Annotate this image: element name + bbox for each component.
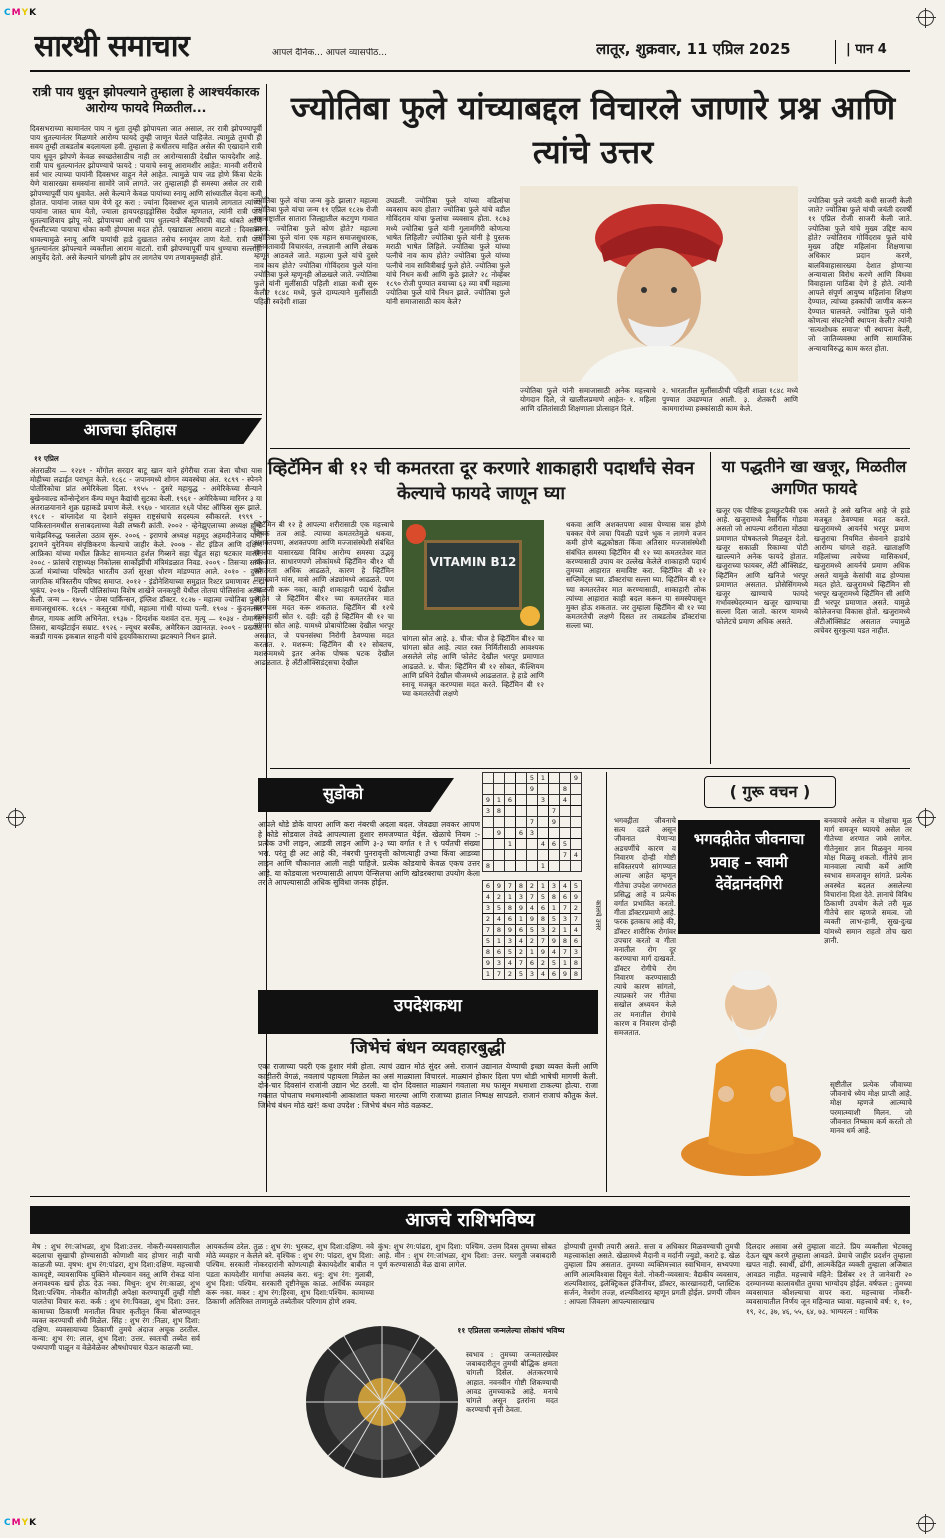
sudoku-cell: 5 [505,947,516,958]
dates-col-2: असते हे असे खनिज आहे जे हाडे मजबूत ठेवण्यास मदत करते. खजुरामध्ये आयर्नचे भरपूर प्रमाण खजुराचा नियमित सेवनाने हाडांचे आरोग्य चांगले राहते. खाताक्षणि महिलांच्या त्वचेच्या मासिकधर्म, खजुरामध्ये आयर्नचे प्रमाण अधिक असते यामुळे केसांची वाढ होण्यास मदत होते. खजुरामध्ये व्हिटॅमिन सी भरपूर खजूरामध्ये व्हिटॅमिन सी आणि डी भरपूर प्रमाणात असते. यामुळे कोलेजनचा विकास होतो. खजुरामध्ये अँटीऑक्सिडंट असतात ज्यामुळे त्वचेवर सुरकुत्या पडत नाहीत. [814,506,910,635]
sudoku-cell: 7 [560,903,571,914]
sudoku-cell: 3 [516,892,527,903]
sudoku-cell: 6 [549,839,560,850]
guru-col-2: बनवायचे असेल व मोक्षाचा मूळ मार्ग समजून घ्यायचे असेल तर गीतेच्या शरणात जावे लागेल. गीतेनुसार ज्ञान मिळवून मानव मोक्ष मिळवू शकतो. गीतेचे ज्ञान मानवाला त्याची कर्मे आणि स्वभाव समजावून सांगते. प्रत्येक अवस्थेत बदलत असलेल्या विचारांना दिशा देते. ज्ञानाचे विविध ठिकाणी उपयोग केले तरी मूळ गीतेचे सार म्हणजे समत्व. जो व्यक्ती लाभ-हानी, सुख-दुःख यांमध्ये समान राहतो तोच खरा ज्ञानी. [824,816,912,945]
registration-mark-left [8,810,24,826]
sudoku-cell: 4 [538,969,549,980]
sudoku-cell: 8 [560,936,571,947]
sudoku-cell: 9 [571,892,582,903]
sudoku-cell: 1 [527,947,538,958]
sudoku-solution [482,880,594,984]
story-title: जिभेचं बंधन व्यवहारबुद्धी [350,1038,506,1058]
sudoku-cell: 5 [494,903,505,914]
sudoku-cell [527,850,538,861]
cmyk-mark-bottom: CMYK [4,1518,38,1528]
sudoku-cell: 3 [571,947,582,958]
zodiac-wheel-svg [302,1322,462,1482]
vitamin-right-rule [710,452,711,764]
phule-portrait-svg [520,186,798,382]
sudoku-cell: 8 [483,861,494,872]
vitamin-headline: व्हिटॅमिन बी १२ ची कमतरता दूर करणारे शाकाहारी पदार्थांचे सेवन केल्याचे फायदे जाणून घ्या [267,458,695,505]
sudoku-cell [560,828,571,839]
sudoku-cell: 9 [549,817,560,828]
sudoku-cell: 8 [549,892,560,903]
horoscope-col-3: कुंभ: शुभ रंग:पांढरा, शुभ दिशा: पश्चिम. उत्तम दिवस तुमच्या सोबत आहे. मीन : शुभ रंग:जांभळा, शुभ दिशा: उत्तर. घरगुती जबाबदारी पूर्ण करण्यासाठी वेळ द्यावा लागेल. [378,1242,556,1270]
phule-col-2: उघडली. ज्योतिबा फुले यांच्या वडिलांचा व्यवसाय काय होता? ज्योतिबा फुले यांचे वडील गोविंदराव यांचा फुलांचा व्यवसाय होता. १८७३ मध्ये ज्योतिबा फुले यांनी गुलामगिरी कोणत्या भाषेत लिहिली? ज्योतिबा फुले यांनी हे पुस्तक मराठी भाषेत लिहिले. ज्योतिबा फुले यांच्या पत्नीचे नाव काय होते? ज्योतिबा फुले यांच्या पत्नीचे नाव सावित्रीबाई फुले होते. ज्योतिबा फुले यांचे निधन कधी आणि कुठे झाले? २८ नोव्हेंबर १८९० रोजी पुण्यात वयाच्या ६३ व्या वर्षी महात्मा ज्योतिबा फुले यांचे निधन झाले. ज्योतिबा फुले यांनी समाजासाठी काय केले? [386,196,510,307]
sudoku-cell: 4 [538,839,549,850]
guru-title-box: भगवद्गीतेत जीवनाचा प्रवाह – स्वामी देवेंद्रानंदगिरी [678,820,820,934]
history-heading: आजचा इतिहास [83,420,177,439]
sudoku-cell: 6 [549,969,560,980]
sudoku-row [483,839,582,850]
sudoku-cell [571,795,582,806]
guru-illustration [676,944,826,1184]
sudoku-cell [527,806,538,817]
sudoku-cell: 7 [560,850,571,861]
registration-mark-top-right [918,10,934,26]
registration-mark-bottom-right [918,1516,934,1532]
sudoku-row [483,914,582,925]
sudoku-cell: 4 [571,925,582,936]
sudoku-cell: 1 [505,839,516,850]
zodiac-wheel [302,1322,462,1482]
sudoku-cell: 1 [560,958,571,969]
sudoku-cell: 1 [483,969,494,980]
sudoku-cell [505,806,516,817]
sudoku-cell: 4 [494,914,505,925]
sudoku-cell: 1 [516,914,527,925]
sudoku-cell: 8 [571,969,582,980]
sudoku-cell: 3 [560,914,571,925]
sudoku-cell: 4 [516,936,527,947]
story-body: एका राजाच्या पदरी एक हुशार मंत्री होता. त्याचं उद्यान मोठं सुंदर असे. राजानं उद्यानात येण्याची इच्छा व्यक्त केली आणि काहीतरी वेगळं, नवलाचं पहायला मिळेल का असं माळ्याला विचारलं. माळ्यानं होकार दिला पण थोडी भाषेची मागणी केली. दोन-चार दिवसांनं राजांनी उद्यान भेट ठरली. या दोन दिवसात माळ्यानं गवताला मध फासून मधमाशा टाकल्या होत्या. राजा गवतात पोचताच मधमाश्यांनी आकाशात चकरा मारल्या आणि राजाच्या हातात निष्पक्ष सापडले. राजानं राजाचं कौतुक केलं. जिभेचं बंधन मोठं खरं! कथा उपदेश : जिभेचं बंधन मोठं वळकट. [258,1062,598,1110]
vitamin-col-2: चांगला स्रोत आहे. ३. चीज: चीज हे व्हिटॅमिन बी१२ चा चांगला स्रोत आहे. त्यात रक्त निर्मितीसाठी आवश्यक असलेले लोह आणि फोलेट देखील भरपूर प्रमाणात आढळते. ४. चीज: व्हिटॅमिन बी १२ सोबत, कॅल्शियम आणि प्रथिने देखील चीजमध्ये आढळतात. हे हाडे आणि स्नायू मजबूत करण्यास मदत करते. व्हिटॅमिन बी १२ च्या कमतरतेची लक्षणे [402,634,544,699]
sudoku-cell: 8 [560,784,571,795]
vitamin-col-3: थकवा आणि अशक्तपणा श्वास घेण्यास त्रास होणे चक्कर येणे त्वचा पिवळी पडणे भूक न लागणे वजन कमी होणे बद्धकोष्ठता किंवा अतिसार मज्जासंस्थेशी संबंधित समस्या व्हिटॅमिन बी १२ च्या कमतरतेवर मात करण्यासाठी उपाय वर उल्लेख केलेले शाकाहारी पदार्थ तुमच्या आहारात समाविष्ट करा. व्हिटॅमिन बी १२ सप्लिमेंट्स घ्या. डॉक्टरांचा सल्ला घ्या. व्हिटॅमिन बी १२ च्या कमतरतेवर मात करण्यासाठी, शाकाहारी लोक त्यांच्या आहारात काही बदल करून या समस्येपासून मुक्त होऊ शकतात. जर तुम्हाला व्हिटॅमिन बी १२ च्या कमतरतेची लक्षणे दिसत तर ताबडतोब डॉक्टरांचा सल्ला घ्या. [566,520,706,631]
sudoku-cell: 9 [527,784,538,795]
feet-article-body: दिवसभराच्या कामानंतर पाय न धुता तुम्ही झोपायला जात असाल, तर रात्री झोपण्यापूर्वी पाय धुतल्यानंतर मिळणारे आरोग्य फायदे तुम्ही जाणून घेतले पाहिजेत. त्यामुळे तुमची ही सवय तुम्ही ताबडतोब बदलायला हवी. तुम्हाला हे कधीतरच माहित असेल की एखादाने रात्री पाय धुवून झोपणे केवळ स्वच्छतेसाठीच नाही तर आरोग्यासाठी देखील फायदेशीर आहे. रात्री पाय धुतल्यानंतर झोपण्याचे फायदे : पायाचे स्नायू आरामशीर आहेत: मानवी शरीराचे सर्व भार त्याच्या पायांनी दिवसभर वाहून नेले आहेत. त्यामुळे पाय जड होणे किंवा घेटके येणे यासारख्या समस्यांना सामोरे जावे लागते. जर तुम्हालाही ही समस्या असेल तर रात्री झोपण्यापूर्वी पाय धुवावेत. असे केल्याने केवळ पायांच्या स्नायू आणि सांध्यातील वेदना कमी होतात. पायांना जास्त घाम येणे दूर करा : ज्यांना दिवसभर शूज घालावे लागतात त्यांच्या पायांना जास्त घाम येतो, ज्याला हायपरहाइड्रोसिस देखील म्हणतात, त्यांनी रात्री पाय धुतल्याशिवाय झोपू नये. झोपायच्या आधी पाय धुतल्याने बॅक्टेरियाची वाढ थांबते आणि ऍथलीटच्या पायाचा धोका कमी होण्यास मदत होते. एखाद्याला आराम वाटतो : दिवसभर धावल्यामुळे स्नायू आणि पायांची हाडे दुखतात तसेच स्नायूंवर ताण येतो. रात्री पाय धुतल्यानंतर झोपल्याने व्यक्तीला आराम वाटतो. रात्री झोपण्यापूर्वी पाय धुण्याचा सल्लाही आयुर्वेद देतो. असे केल्याने चांगली झोप तर लागतेच पण तणावमुक्तही होते. [30,124,262,263]
sudoku-cell: 2 [483,914,494,925]
guru-col-1: भगवद्गीता जीवनाचे सत्य दडले असून जीवनात येणाऱ्या अडचणींचे कारण व निवारण दोन्ही गोष्टी सविस्तरपणे सांगण्यात आल्या आहेत म्हणून गीतेचा उपदेश जगभरात प्रसिद्ध आहे व प्रत्येक वर्गात प्रभावित करतो. गीता डॉक्टरप्रमाणे आहे. फरक इतकाच आहे की, डॉक्टर शारीरिक रोगांवर उपचार करतो व गीता मनातील रोग दूर करण्याचा मार्ग दाखवते. डॉक्टर रोगीचे रोग निवारण करण्यासाठी त्याचे कारण सांगतो, त्याप्रकारे जर गीतेचा सखोल अध्ययन केले तर मनातील रोगांचे कारण व निवारण दोन्ही समजतात. [614,816,676,1038]
masthead-tagline: आपलं दैनिक... आपलं व्यासपीठ... [272,48,387,58]
sudoku-cell: 5 [560,839,571,850]
phule-caption-1: ज्योतिबा फुले यांनी समाजासाठी अनेक महत्त्वाचे योगदान दिले, जे खालीलप्रमाणे आहेत- १. महिला आणि दलितांसाठी शिक्षणाला प्रोत्साहन दिले. [520,386,656,414]
sudoku-row [483,892,582,903]
sudoku-cell: 4 [505,958,516,969]
sudoku-cell: 3 [527,828,538,839]
sudoku-cell: 4 [549,947,560,958]
horoscope-col-2: आयकर्तव्य ठरेल. तुळ : शुभ रंग: भुरकट, शुभ दिशा:दक्षिण. नवे मोठे व्यवहार न केलेले बरे. वृश्चिक : शुभ रंग: पांढरा, शुभ दिशा: पश्चिम. सरकारी नोकरदारांनी कोणत्याही बेकायदेशीर बाबीत न पडता कायदेशीर मार्गाचा अवलंब करा. धनु: शुभ रंग: गुलाबी, शुभ दिशा: पश्चिम. सरकारी दृष्टीनेचूक काळ. आर्थिक व्यवहार करू नका. मकर : शुभ रंग:हिरवा, शुभ दिशा:पश्चिम. कामाच्या ठिकाणी अतिरिक्त ताणामुळे तब्येतीवर परिणाम होणे शक्य. [206,1242,374,1307]
sudoku-cell [505,784,516,795]
sudoku-cell: 2 [549,925,560,936]
sudoku-cell [527,861,538,872]
horoscope-col-4: होण्याची तुमची तयारी असते. सत्ता व अधिकार मिळवण्याची तुमची महत्त्वाकांक्षा असते. खेळामध्ये मैदानी व मर्दानी ज्युडो, कराटे इ. खेळ तुम्हाला प्रिय असतात. तुमच्या व्यक्तिमत्त्वात स्वाभिमान, सभ्यपणा आणि आत्मविश्वास दिसून येतो. नोकरी-व्यवसाय: वैद्यकीय व्यवसाय, शल्यविशारद, इलेक्ट्रिकल इंजिनीयर, डॉक्टर, कारखानदारी, प्लास्टिक सर्जन, नेत्ररोग तज्ज्ञ, शल्यविशारद म्हणून प्रगती होईल. प्रणयी जीवन : आपला जिवलग आपल्यासारखाच [564,1242,740,1307]
sudoku-cell [516,795,527,806]
sudoku-cell [494,784,505,795]
sudoku-cell [516,806,527,817]
sudoku-cell: 9 [527,914,538,925]
birthday-heading: ११ एप्रिलला जन्मलेल्या लोकांचं भविष्य [457,1326,565,1335]
horoscope-col-5: दिलदार असावा असे तुम्हाला वाटते. प्रिय व्यक्तीला भेटवस्तू देऊन खूष करणे तुम्हाला आवडते. प्रेमाचे जाहीर प्रदर्शन तुम्हाला खपत नाही. स्वार्थी, ढोंगी, आत्मकेंद्रित व्यक्ती तुम्हाला अजिबात आवडत नाहीत. महत्त्वाचे महिने: डिसेंबर २१ ते जानेवारी २० दरम्यानच्या कालावधीत तुमचा भाग्योदय होईल. वर्षफल : तुमच्या व्यवसायात कौशल्याचा वापर करा. महत्त्वाचा नोकरी-व्यवसायातील निर्णय जून महिन्यात घ्यावा. महत्त्वाचे वर्ष: १, १०, १९, २८, ३७, ४६, ५५, ६४, ७३. भाग्यरत्न : माणिक [746,1242,912,1316]
sudoku-cell: 2 [505,969,516,980]
sudoku-cell: 4 [560,881,571,892]
sudoku-cell: 5 [483,936,494,947]
sudoku-instructions: आपले थोडे डोके वापरा आणि करा नंबरची अदला बदल. जेवढ्या लवकर आपण हे कोडे सोडवाल तेवढे आपल्याला हुशार समजण्यात येईल. खेळाचे नियम :- प्रत्येक उभी लाइन, आडवी लाइन आणि ३-३ च्या वर्गात १ ते ९ पर्यंतची संख्या भरा. परंतु ही अट आहे की, नंबरची पुनरावृत्ती कोणत्याही उभ्या किंवा आडव्या लाइन आणि चौकानात आली नाही पाहिजे. प्रत्येक कोडयाचे केवळ एकच उत्तर आहे. या कोडयाला भरण्यासाठी आपण पेन्सिलचा आणि खोडरबराचा उपयोग केला तर ते आपल्यासाठी अधिक सुविधा जनक होईल. [258,820,480,888]
sudoku-cell [549,795,560,806]
sudoku-cell [571,861,582,872]
sudoku-cell [571,817,582,828]
sudoku-cell [549,784,560,795]
sudoku-cell: 5 [571,881,582,892]
sudoku-cell: 7 [505,881,516,892]
feet-article-headline: रात्री पाय धुवून झोपल्याने तुम्हाला हे आश्चर्यकारक आरोग्य फायदे मिळतील... [32,84,260,115]
sudoku-cell: 5 [549,958,560,969]
sudoku-cell [505,817,516,828]
sudoku-cell: 7 [527,892,538,903]
sudoku-cell [505,828,516,839]
sudoku-cell: 8 [571,958,582,969]
vitamin-col-1: व्हिटॅमिन बी १२ हे आपल्या शरीरासाठी एक महत्त्वाचे पोषक तत्व आहे. त्याच्या कमतरतेमुळे थकवा, अशक्तपणा, अशक्तपणा आणि मज्जासंस्थेशी संबंधित समस्या यासारख्या विविध आरोग्य समस्या उद्भवू शकतात. साधारणपणे लोकांमध्ये व्हिटॅमिन बी१२ ची कमतरता अधिक आढळते, कारण हे व्हिटॅमिन प्रामुख्याने मांस, मासे आणि अंड्यांमध्ये आढळते. पण काळजी करू नका, काही शाकाहारी पदार्थ देखील आहेत जे व्हिटॅमिन बी१२ च्या कमतरतेवर मात करण्यास मदत करू शकतात. व्हिटॅमिन बी १२चे शाकाहारी स्रोत १. दही: दही हे व्हिटॅमिन बी १२ चा चांगला स्रोत आहे. यामध्ये प्रोबायोटिक्स देखील भरपूर असतात, जे पचनसंस्था निरोगी ठेवण्यास मदत करतात. २. मशरूम: व्हिटॅमिन बी १२ सोबतच, मशरूममध्ये इतर अनेक पोषक घटक देखील आढळतात. हे अँटीऑक्सिडंट्सचा देखील [254,520,394,668]
sudoku-cell: 2 [571,903,582,914]
sudoku-cell: 5 [527,925,538,936]
masthead-divider [835,40,836,64]
sudoku-row [483,903,582,914]
phule-caption-2: २. भारतातील मुलींसाठीची पहिली शाळा १८४८ मध्ये पुण्यात उघडण्यात आली. ३. शेतकरी आणि कामगारांच्या हक्कांसाठी काम केले. [662,386,798,414]
dateline: लातूर, शुक्रवार, 11 एप्रिल 2025 [596,40,791,58]
guru-footer: सृष्टीतील प्रत्येक जीवाच्या जीवनाचे ध्येय मोक्ष प्राप्ती आहे. मोक्ष म्हणजे आत्म्याचे परमात्म्याशी मिलन. जो जीवनात निष्काम कर्म करतो तो मानव धर्म आहे. [830,1080,912,1136]
sudoku-row [483,969,582,980]
sudoku-cell: 8 [516,881,527,892]
sudoku-row [483,806,582,817]
sudoku-cell: 8 [538,914,549,925]
sudoku-cell [538,784,549,795]
sudoku-side-label: कालचे उत्तर [594,900,602,931]
sudoku-row [483,817,582,828]
sudoku-cell [494,850,505,861]
sudoku-row [483,784,582,795]
sudoku-cell: 8 [505,903,516,914]
sudoku-cell [538,806,549,817]
sudoku-cell: 1 [538,881,549,892]
sudoku-cell: 7 [549,806,560,817]
sudoku-cell: 6 [516,828,527,839]
sudoku-cell [549,850,560,861]
dates-col-1: खजूर एक पौष्टिक ड्रायफ्रुटपैकी एक आहे. खजुरामध्ये नैसर्गिक गोडवा असतो जो आपल्या शरीराला मोठ्या प्रमाणात पोषकतत्त्वे मिळवून देतो. खजूर सकाळी रिकाम्या पोटी खाल्ल्याने अनेक फायदे होतात. खजुराच्या फायबर, अँटी ऑक्सिडंट, व्हिटॅमिन आणि खनिजे भरपूर प्रमाणात असतात. प्रोसेसिंगमध्ये खजूर खाण्याचे फायदे गर्भावस्थेदरम्यान खजूर खाण्याचा सल्ला दिला जातो. कारण यामध्ये फोलेटचे प्रमाण अधिक असते. [716,506,808,626]
sudoku-row [483,861,582,872]
sudoku-cell: 9 [505,925,516,936]
vitamin-image [402,520,544,630]
sudoku-cell: 7 [516,958,527,969]
history-date: ११ एप्रिल [34,454,59,463]
horoscope-col-2b [206,1330,298,1510]
sudoku-cell: 1 [505,892,516,903]
sudoku-cell [516,817,527,828]
sudoku-row [483,936,582,947]
sudoku-puzzle-grid [482,772,582,872]
sudoku-cell [516,784,527,795]
sudoku-cell: 9 [494,828,505,839]
sudoku-cell: 7 [560,947,571,958]
sudoku-cell: 6 [538,903,549,914]
sudoku-cell: 5 [538,892,549,903]
page-number: | पान 4 [846,42,887,57]
sudoku-cell: 6 [505,795,516,806]
phule-portrait [520,186,798,382]
sudoku-cell: 5 [549,914,560,925]
swami-figure-svg [676,944,826,1184]
sudoku-cell [516,839,527,850]
sudoku-cell: 6 [516,925,527,936]
sudoku-cell: 7 [527,817,538,828]
sudoku-solution-grid [482,880,582,980]
sudoku-cell: 3 [549,881,560,892]
sudoku-cell [527,795,538,806]
sudoku-cell: 6 [571,936,582,947]
sudoku-cell: 3 [527,969,538,980]
sudoku-cell: 2 [494,892,505,903]
sudoku-cell: 4 [571,850,582,861]
sudoku-cell [549,773,560,784]
cmyk-mark-top: CMYK [4,8,38,18]
sudoku-cell [571,828,582,839]
sudoku-row [483,947,582,958]
sudoku-heading: सुडोको [323,784,363,803]
sudoku-cell [494,839,505,850]
sudoku-cell: 7 [494,969,505,980]
masthead-title: सारथी समाचार [34,29,189,64]
sudoku-cell [571,806,582,817]
sudoku-cell: 1 [538,773,549,784]
sudoku-cell [505,773,516,784]
sudoku-cell: 2 [538,958,549,969]
sudoku-cell: 2 [516,947,527,958]
sudoku-row [483,828,582,839]
sudoku-cell: 5 [516,969,527,980]
story-heading: उपदेशकथा [394,996,462,1016]
sudoku-cell: 3 [538,925,549,936]
sudoku-cell [527,839,538,850]
sudoku-row [483,850,582,861]
masthead-rule [30,70,910,72]
sudoku-cell [538,850,549,861]
sudoku-cell: 1 [494,795,505,806]
registration-mark-right [918,810,934,826]
sudoku-cell [571,784,582,795]
sudoku-cell: 9 [560,969,571,980]
sudoku-cell [538,817,549,828]
sudoku-cell: 3 [494,958,505,969]
sudoku-cell: 9 [516,903,527,914]
sudoku-cell: 1 [549,903,560,914]
sudoku-puzzle [482,772,594,876]
guru-col-1b [614,1080,676,1188]
sudoku-cell: 3 [505,936,516,947]
sudoku-cell: 1 [538,861,549,872]
sudoku-cell: 9 [549,936,560,947]
sudoku-cell [538,828,549,839]
sudoku-cell [483,784,494,795]
sudoku-cell [505,861,516,872]
sudoku-cell: 6 [494,947,505,958]
sudoku-row [483,795,582,806]
sudoku-cell [560,773,571,784]
guru-left-rule [606,772,607,1192]
sudoku-cell: 6 [527,958,538,969]
birthday-body: स्वभाव : तुमच्या जन्मतारखेवर जबाबदारीतून तुमची बौद्धिक क्षमता चांगली दिसेल. अंतःकरणाचे आहात. नवनवीन गोष्टी शिकण्याची आवड तुमच्याकडे आहे. मनाचे चांगले असून इतरांना मदत करण्याची वृत्ती ठेवता. [466,1350,558,1415]
sudoku-row [483,773,582,784]
sudoku-cell: 4 [527,903,538,914]
sudoku-cell: 6 [505,914,516,925]
sudoku-cell [483,773,494,784]
middle-rule [270,768,910,769]
sudoku-cell [516,861,527,872]
sudoku-cell [483,850,494,861]
phule-bottom-rule [270,448,910,449]
history-body: अंतराळीय — १२४१ - मोंगोल सरदार बाटू खान याने हंगेरीचा राजा बेला चौथा यास मोहीच्या लढाईत पराभूत केले. १८६८ - जपानमध्ये शोगन व्यवस्थेचा अंत. १८९९ - स्पेनने पोर्तोरिकोचा प्रांत अमेरिकेला दिला. १९५५ - दुसरे महायुद्ध - अमेरिकेच्या सैन्याने बुखेनवाल्ड कॉन्सेन्ट्रेशन कॅम्प मधून कैद्यांची सुटका केली. १९६१ - अमेरिकेच्या मारिनर ३ या अंतराळयानाने शुक्र ग्रहाकडे प्रयाण केले. १९६७ - भारतात १६वे पोस्ट ऑफिस सुरू झाले. १९८१ - बांग्लादेश या देशाने संयुक्त राष्ट्रसंघाचे सदस्यत्व स्वीकारले. १९९९ - पाकिस्तानमधील सत्ताबदलाच्या वेळी लष्करी क्रांती. २००२ - व्हेनेझुएलाच्या अध्यक्ष ह्युगो चावेझविरुद्ध फसलेला उठाव सुरू. २००६ - इराणचे अध्यक्ष महमूद अहमदीनेजाद यांनी इराणने युरेनियम संपृष्ठिकरण केल्याचे जाहीर केले. २००७ - सेंट इंडिज आणि दक्षिण आफ्रिका यांच्या मधील क्रिकेट सामन्यात हर्शल गिब्सने सहा चेंडूत सहा षटकार मारले. २००८ - फ्रांसचे राष्ट्राध्यक्ष निकोलस सार्कोझींची मंत्रिमंडळात निवड. २००९ - तिसऱ्या सार्क ऊर्जा मंत्र्यांच्या परिषदेत भारतीय उर्जा सुरक्षा धोरण मांडण्यात आले. २०१० - दुसरे जागतिक मंत्रिस्तरीय परिषद समाप्त. २०१२ - इंडोनेशियाच्या समुद्रात रिश्टर प्रमाणावर ८.६ भूकंप. २०१७ - दिल्ली पोलिसांच्या विशेष शाखेने जनकपुरी येथील तोतया पोलिसांना अटक केली. जन्म — १७५५ - जेम्स पार्किन्सन, इंग्लिश डॉक्टर. १८२७ - महात्मा ज्योतिबा फुले, समाजसुधारक. १८६९ - कस्तुरबा गांधी, महात्मा गांधी यांच्या पत्नी. १९०४ - कुंदनलाल सैगल, गायक आणि अभिनेता. १९३७ - दिग्दर्शक यशवंत दत्त. मृत्यू — १०३४ - रोमानस तिसरा, बायझेंटाईन सम्राट. १९२६ - ल्यूथर बरबँक, अमेरिकन उद्यानतज्ञ. २००९ - प्रख्यात कन्नडी गायक इकबाल साहनी यांचे हृदयविकाराच्या झटक्याने निधन झाले. [30,466,262,641]
sudoku-cell [560,806,571,817]
sudoku-cell: 6 [483,881,494,892]
phule-col-1: ज्योतिबा फुले यांचा जन्म कुठे झाला? महात्मा ज्योतिबा फुले यांचा जन्म ११ एप्रिल १८२७ रोजी महाराष्ट्रातील सातारा जिल्ह्यातील कटगुण गावात झाला. ज्योतिबा फुले कोण होते? महात्मा ज्योतिबा फुले यांना एक महान समाजसुधारक, मानवतावादी विचारवंत, तत्त्वज्ञानी आणि लेखक म्हणून आठवले जाते. महात्मा फुले यांचे दुसरे नाव काय होते? ज्योतिबा गोविंदराव फुले यांना ज्योतिबा फुले म्हणूनही ओळखले जाते. ज्योतिबा फुले यांनी मुलींसाठी पहिली शाळा कधी सुरू केली? १८४८ मध्ये, फुले दाम्पत्याने मुलींसाठी पहिली स्वदेशी शाळा [254,196,378,307]
sudoku-cell [549,861,560,872]
sudoku-cell: 7 [538,936,549,947]
horoscope-col-1: मेष : शुभ रंग:जांभळा, शुभ दिशा:उत्तर. नोकरी-व्यवसायातील बदलाचा सुखाची होण्यासाठी कोणाशी वाद होणार नाही याची काळजी घ्या. वृषभ: शुभ रंग:पांढरा, शुभ दिशा:दक्षिण. महत्त्वाची कामदृष्टे, व्यावसायिक युक्तिने मौल्यवान वस्तू आणि रोकड यांना अनावश्यक खर्च होऊ देऊ नका. मिथुन: शुभ रंग:काळा, शुभ दिशा:पश्चिम. नोकरीत कोणतीही अपेक्षा करण्यापूर्वी तुम्ही गोष्टी पालतेचा विचार करा. कर्क : शुभ रंग:पिवळा, शुभ दिशा: उत्तर. कामाच्या ठिकाणी मनातील विचार कृतीतून किंवा बोलण्यातून व्यक्त करण्याची संधी मिळेल. सिंह : शुभ रंग :निळा, शुभ दिशा: दक्षिण. व्यवसायाच्या ठिकाणी तुमचे अंदाज अचूक ठरतील. कन्या: शुभ रंग: लाल, शुभ दिशा: उत्तर. स्वतःची तब्येत सर्व पथ्यपाणी पाळून व वेळेवेळेवर औषधोपचार घेऊन काळजी घ्या. [32,1242,200,1353]
sudoku-cell: 9 [494,881,505,892]
sudoku-cell: 3 [538,795,549,806]
sudoku-cell [516,773,527,784]
left-divider [30,414,262,415]
sudoku-cell: 9 [483,958,494,969]
sudoku-cell: 8 [494,806,505,817]
sudoku-cell: 9 [483,795,494,806]
sudoku-cell [494,773,505,784]
phule-col-4: ज्योतिबा फुले जयंती कधी साजरी केली जाते? ज्योतिबा फुले यांची जयंती दरवर्षी ११ एप्रिल रोजी साजरी केली जाते. ज्योतिबा फुले यांचे मुख्य उद्दिष्ट काय होते? ज्योतिराव गोविंदराव फुले यांचे मुख्य उद्दिष्ट महिलांना शिक्षणाचा अधिकार प्रदान करणे, बालविवाहासारख्या देशात होणाऱ्या अन्यायाला विरोध करणे आणि विधवा विवाहाला पाठिंबा देणे हे होते. त्यांनी आपले संपूर्ण आयुष्य महिलांना शिक्षण देण्यात, त्यांच्या हक्कांची जाणीव करून देण्यात घालवले. ज्योतिबा फुले यांनी कोणत्या संघटनेची स्थापना केली? त्यांनी 'सत्यशोधक समाज' ची स्थापना केली, जो जातिव्यवस्था आणि सामाजिक अन्यायाविरुद्ध काम करत होता. [808,196,912,353]
sudoku-cell: 7 [571,914,582,925]
sudoku-cell [516,850,527,861]
sudoku-row [483,925,582,936]
sudoku-cell: 3 [483,806,494,817]
sudoku-cell: 7 [483,925,494,936]
sudoku-cell [494,817,505,828]
guru-heading: ( गुरू वचन ) [729,782,811,801]
sudoku-cell [483,839,494,850]
sudoku-cell: 9 [538,947,549,958]
sudoku-cell: 6 [560,892,571,903]
sudoku-cell: 3 [483,903,494,914]
sudoku-cell [560,817,571,828]
dates-headline: या पद्धतीने खा खजूर, मिळतील अगणित फायदे [721,457,907,499]
sudoku-cell: 1 [494,936,505,947]
sudoku-cell: 4 [560,795,571,806]
sudoku-cell [505,850,516,861]
sudoku-cell [560,861,571,872]
sudoku-cell: 8 [494,925,505,936]
sudoku-cell: 2 [527,936,538,947]
sudoku-cell: 1 [560,925,571,936]
sudoku-cell: 9 [571,773,582,784]
vitamin-chalkboard: VITAMIN B12 [424,540,522,610]
sudoku-cell [494,861,505,872]
sudoku-cell [483,817,494,828]
sudoku-cell: 4 [483,892,494,903]
sudoku-cell [571,839,582,850]
phule-headline: ज्योतिबा फुले यांच्याबद्दल विचारले जाणारे प्रश्न आणि त्यांचे उत्तर [290,89,896,172]
sudoku-row [483,881,582,892]
sudoku-cell [483,828,494,839]
horoscope-heading: आजचे राशिभविष्य [405,1209,535,1231]
sudoku-cell: 2 [527,881,538,892]
sudoku-cell: 8 [483,947,494,958]
horoscope-top-rule [30,1196,910,1197]
sudoku-cell: 5 [527,773,538,784]
sudoku-cell [549,828,560,839]
sudoku-row [483,958,582,969]
